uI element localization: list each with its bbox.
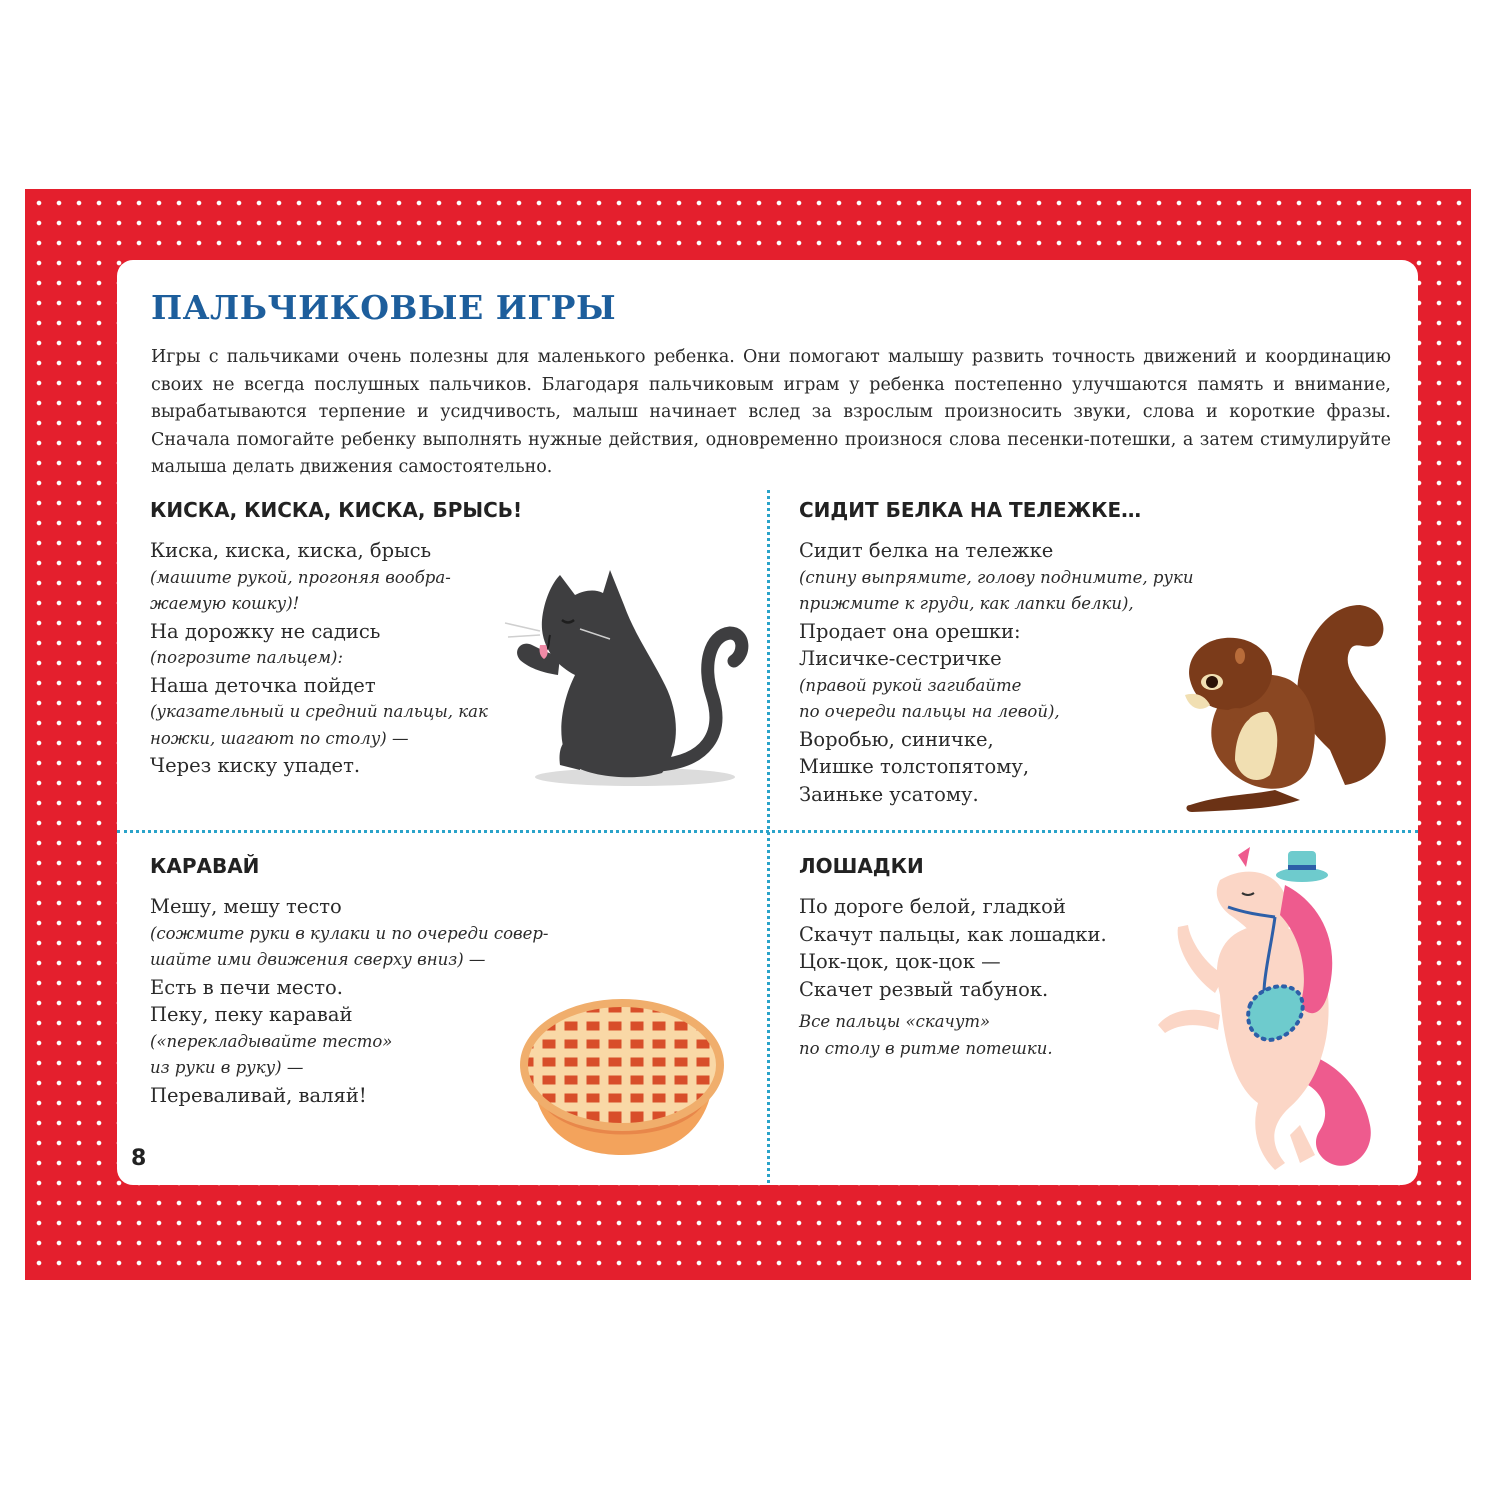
poem-line: Заиньке усатому. bbox=[799, 782, 979, 806]
poem-line: Продает она орешки: bbox=[799, 619, 1021, 643]
poem-instruction: шайте ими движения сверху вниз) — bbox=[150, 950, 486, 969]
squirrel-illustration bbox=[1180, 600, 1390, 815]
poem-instruction: (машите рукой, прогоняя вообра- bbox=[150, 567, 451, 587]
cat-illustration bbox=[500, 565, 750, 790]
poem-line: Скачут пальцы, как лошадки. bbox=[799, 922, 1107, 946]
poem-karavai bbox=[150, 893, 549, 1109]
poem-line: Наша деточка пойдет bbox=[150, 673, 376, 697]
horse-illustration bbox=[1150, 845, 1390, 1175]
section-title-kiska: КИСКА, КИСКА, КИСКА, БРЫСЬ! bbox=[150, 498, 523, 522]
poem-line: Скачет резвый табунок. bbox=[799, 977, 1049, 1001]
poem-line: По дороге белой, гладкой bbox=[799, 895, 1066, 918]
poem-instruction: из руки в руку) — bbox=[150, 1058, 304, 1077]
poem-line: Есть в печи место. bbox=[150, 975, 343, 999]
poem-instruction: (спину выпрямите, голову поднимите, руки bbox=[799, 567, 1194, 587]
poem-instruction: по очереди пальцы на левой), bbox=[799, 702, 1060, 721]
poem-instruction: (указательный и средний пальцы, как bbox=[150, 702, 488, 721]
poem-instruction: (сожмите руки в кулаки и по очереди совер- bbox=[150, 923, 549, 943]
poem-kiska bbox=[150, 537, 488, 780]
poem-instruction: (погрозите пальцем): bbox=[150, 648, 344, 667]
poem-instruction: («перекладывайте тесто» bbox=[150, 1031, 393, 1051]
poem-instruction: Все пальцы «скачут» bbox=[799, 1012, 991, 1031]
horizontal-divider bbox=[117, 830, 1418, 833]
poem-line: Киска, киска, киска, брысь bbox=[150, 539, 432, 562]
poem-line: На дорожку не садись bbox=[150, 619, 381, 643]
section-title-loshadki: ЛОШАДКИ bbox=[799, 854, 924, 878]
vertical-divider bbox=[767, 490, 770, 1183]
intro-paragraph: Игры с пальчиками очень полезны для маленького ребенка. Они помогают малышу развить точность движений и координацию своих не всегда послушных пальчиков. Благодаря пальчиковым играм у ребенка постепенно улучшаются память и внимание, вырабатываются терпение и усидчивость, малыш начинает вслед за взрослым произносить звуки, слова и короткие фразы. Сначала помогайте ребенку выполнять нужные действия, одновременно произнося слова песенки-потешки, а затем стимулируйте малыша делать движения самостоятельно. bbox=[151, 347, 1391, 477]
poem-instruction: по столу в ритме потешки. bbox=[799, 1038, 1053, 1058]
section-title-karavai: КАРАВАЙ bbox=[150, 854, 260, 878]
poem-belka bbox=[799, 537, 1193, 808]
page-number: 8 bbox=[131, 1146, 147, 1171]
poem-line: Мишке толстопятому, bbox=[799, 755, 1030, 778]
poem-line: Через киску упадет. bbox=[150, 754, 361, 777]
poem-instruction: жаемую кошку)! bbox=[150, 594, 300, 613]
page-title: ПАЛЬЧИКОВЫЕ ИГРЫ bbox=[151, 288, 617, 327]
section-title-belka: СИДИТ БЕЛКА НА ТЕЛЕЖКЕ… bbox=[799, 498, 1142, 522]
poem-line: Воробью, синичке, bbox=[799, 727, 994, 751]
poem-instruction: ножки, шагают по столу) — bbox=[150, 728, 409, 748]
poem-line: Пеку, пеку каравай bbox=[150, 1003, 353, 1026]
poem-loshadki bbox=[799, 893, 1107, 1062]
poem-line: Лисичке-сестричке bbox=[799, 647, 1002, 670]
poem-line: Переваливай, валяй! bbox=[150, 1083, 367, 1107]
poem-line: Сидит белка на тележке bbox=[799, 539, 1054, 562]
poem-instruction: (правой рукой загибайте bbox=[799, 675, 1022, 695]
poem-line: Мешу, мешу тесто bbox=[150, 895, 342, 918]
poem-instruction: прижмите к груди, как лапки белки), bbox=[799, 594, 1134, 613]
poem-line: Цок-цок, цок-цок — bbox=[799, 950, 1001, 973]
pie-illustration bbox=[518, 995, 728, 1165]
